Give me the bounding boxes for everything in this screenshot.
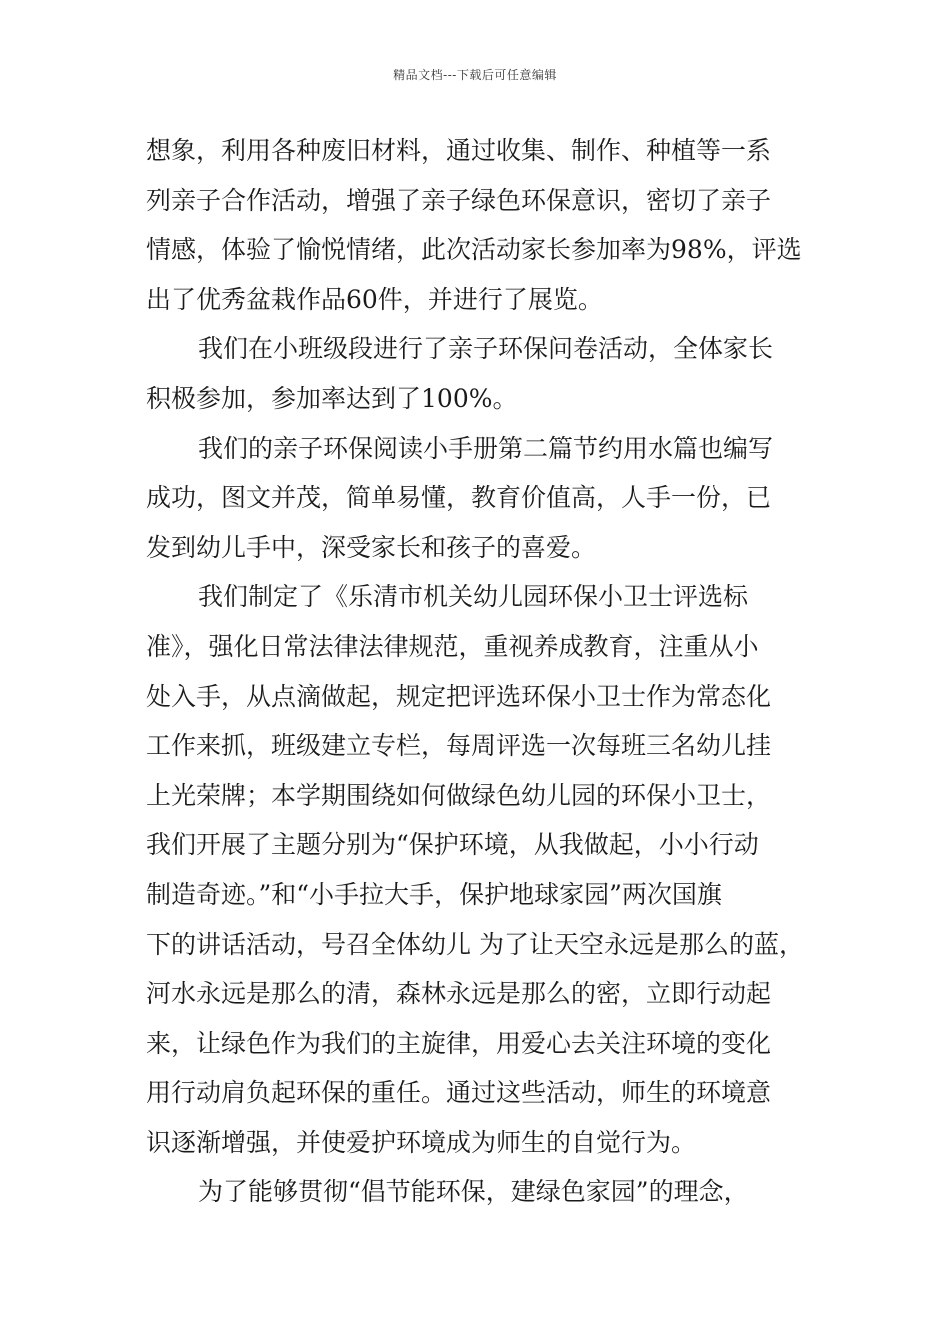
- text-line: 准》，强化日常法律法律规范，重视养成教育，注重从小: [146, 631, 759, 661]
- text-line: 积极参加，参加率达到了100%。: [146, 383, 518, 413]
- text-line: 我们在小班级段进行了亲子环保问卷活动，全体家长: [198, 334, 774, 364]
- page-header: 精品文档---下载后可任意编辑: [393, 68, 557, 82]
- text-line: 河水永远是那么的清，森林永远是那么的密，立即行动起: [146, 979, 772, 1009]
- text-line: 成功，图文并茂，简单易懂，教育价值高，人手一份，已: [146, 483, 772, 513]
- text-line: 工作来抓，班级建立专栏，每周评选一次每班三名幼儿挂: [146, 731, 772, 761]
- text-line: 处入手，从点滴做起，规定把评选环保小卫士作为常态化: [146, 681, 772, 711]
- text-line: 上光荣牌；本学期围绕如何做绿色幼儿园的环保小卫士，: [146, 780, 772, 810]
- text-line: 出了优秀盆栽作品60件，并进行了展览。: [146, 284, 603, 314]
- text-line: 下的讲话活动，号召全体幼儿 为了让天空永远是那么的蓝，: [146, 929, 804, 959]
- text-line: 来，让绿色作为我们的主旋律，用爱心去关注环境的变化: [146, 1028, 772, 1058]
- text-line: 情感，体验了愉悦情绪，此次活动家长参加率为98%，评选: [146, 235, 802, 265]
- text-line: 识逐渐增强，并使爱护环境成为师生的自觉行为。: [146, 1127, 697, 1157]
- text-line: 为了能够贯彻“倡节能环保，建绿色家园”的理念，: [198, 1177, 749, 1207]
- text-line: 用行动肩负起环保的重任。通过这些活动，师生的环境意: [146, 1078, 772, 1108]
- text-line: 发到幼儿手中，深受家长和孩子的喜爱。: [146, 532, 597, 562]
- text-line: 我们开展了主题分别为“保护环境，从我做起，小小行动: [146, 830, 759, 860]
- document-body: [146, 126, 836, 1217]
- text-line: 我们制定了《乐清市机关幼儿园环保小卫士评选标: [198, 582, 749, 612]
- text-line: 列亲子合作活动，增强了亲子绿色环保意识，密切了亲子: [146, 185, 772, 215]
- text-line: 制造奇迹。”和“小手拉大手，保护地球家园”两次国旗: [146, 879, 722, 909]
- text-line: 我们的亲子环保阅读小手册第二篇节约用水篇也编写: [198, 433, 774, 463]
- text-line: 想象，利用各种废旧材料，通过收集、制作、种植等一系: [146, 136, 772, 165]
